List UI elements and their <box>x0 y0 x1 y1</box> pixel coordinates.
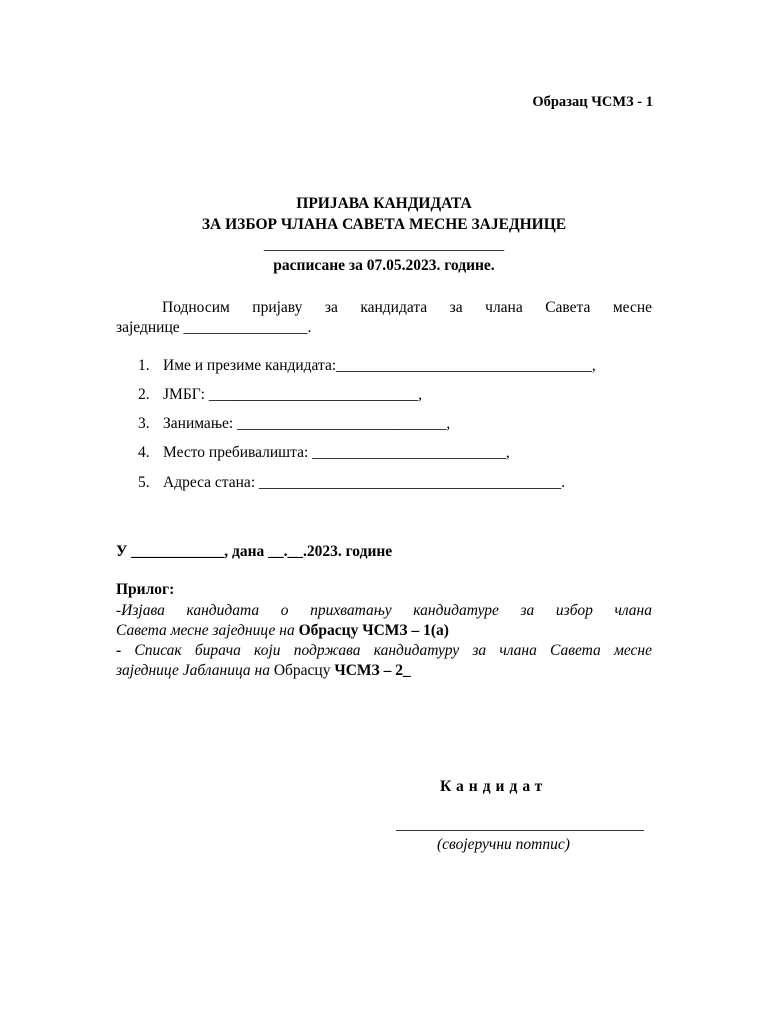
attachment-2-text: Списак бирача који подржава кандидатуру за члана Савета месне <box>134 642 652 659</box>
attachments-title: Прилог: <box>116 581 175 598</box>
field-address <box>138 474 565 492</box>
intro-paragraph-line-1 <box>116 296 652 319</box>
field-number: 2. <box>138 386 150 403</box>
intro-paragraph-line-2: заједнице ________________. <box>116 319 312 336</box>
signature-caption: (својеручни потпис) <box>437 836 570 853</box>
field-full-name <box>138 357 596 375</box>
intro-text: Подносим пријаву за кандидата за члана Савета месне <box>162 299 652 316</box>
election-date-line: расписане за 07.05.2023. године. <box>273 257 495 274</box>
attachment-2-form-word: Обрасцу <box>273 662 331 679</box>
field-jmbg <box>138 386 422 404</box>
attachment-1-text: -Изјава кандидата о прихватању кандидатуре за избор члана <box>116 602 652 619</box>
attachment-item-2 <box>116 641 652 681</box>
field-label: Место пребивалишта: _________________________, <box>163 444 510 461</box>
candidate-label: Кандидат <box>440 778 548 795</box>
field-label: Адреса стана: _______________________________________. <box>163 474 566 491</box>
field-label: Име и презиме кандидата:_________________________________, <box>163 357 596 374</box>
field-number: 4. <box>138 444 150 461</box>
signature-line: ________________________________ <box>396 816 644 833</box>
field-label: Занимање: ___________________________, <box>163 415 451 432</box>
attachment-1-form: Обрасцу ЧСМЗ – 1(а) <box>298 622 449 639</box>
document-title-line-2: ЗА ИЗБОР ЧЛАНА САВЕТА МЕСНЕ ЗАЈЕДНИЦЕ <box>201 216 567 233</box>
field-number: 3. <box>138 415 150 432</box>
community-name-blank: _______________________________ <box>263 236 505 253</box>
attachment-2-dash: - <box>116 642 135 659</box>
field-label: ЈМБГ: ___________________________, <box>163 386 422 403</box>
attachment-2-text-cont: заједнице Јабланица на <box>116 662 274 679</box>
attachment-2-form: ЧСМЗ – 2_ <box>330 662 411 679</box>
form-code: Образац ЧСМЗ - 1 <box>532 94 653 110</box>
document-title-line-1: ПРИЈАВА КАНДИДАТА <box>296 195 472 212</box>
attachment-item-1 <box>116 601 652 641</box>
place-and-date: У ____________, дана __.__.2023. године <box>116 543 393 560</box>
field-number: 5. <box>138 474 150 491</box>
attachment-1-text-cont: Савета месне заједнице на <box>116 622 299 639</box>
field-number: 1. <box>138 357 150 374</box>
field-occupation <box>138 415 450 433</box>
field-residence <box>138 444 510 462</box>
